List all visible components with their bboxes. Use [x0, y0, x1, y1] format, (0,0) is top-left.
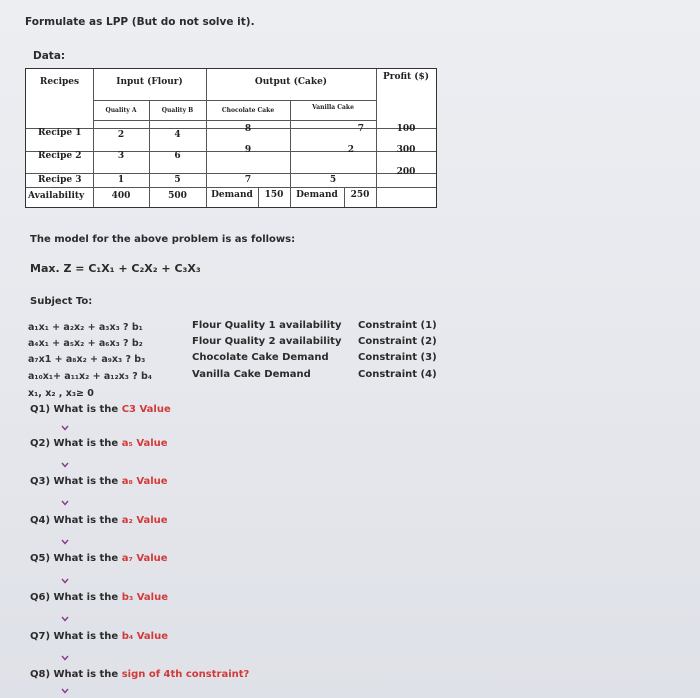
row-2-qa: 3: [117, 151, 125, 161]
question-3: [30, 476, 168, 487]
chevron-down-icon: [61, 688, 69, 694]
question-6-prefix: Q6) What is the: [30, 592, 122, 603]
chevron-down-icon: [61, 539, 69, 545]
subheader-vanilla: Vanilla Cake: [312, 104, 354, 111]
row-2-van: 2: [347, 145, 354, 155]
answer-7-dropdown[interactable]: [61, 655, 68, 662]
constraint-2-expression: a₄x₁ + a₅x₂ + a₆x₃ ? b₂: [28, 338, 143, 349]
availability-qb: 500: [168, 191, 187, 201]
row-3-name: Recipe 3: [38, 175, 82, 185]
row-2-choc: 9: [244, 145, 252, 155]
header-recipes: Recipes: [39, 77, 80, 87]
answer-5-dropdown[interactable]: [61, 578, 68, 585]
chocolate-demand-label: Demand: [211, 190, 253, 200]
chevron-down-icon: [61, 425, 69, 431]
availability-qa: 400: [111, 191, 131, 201]
constraint-3-description: Chocolate Cake Demand: [192, 352, 329, 363]
constraint-3-number: Constraint (3): [358, 352, 437, 363]
question-8-target: sign of 4th constraint?: [121, 669, 250, 680]
question-4-target: a₂ Value: [121, 515, 168, 526]
question-6-target: b₃ Value: [121, 592, 168, 603]
question-2: [30, 438, 168, 449]
question-1: [30, 404, 171, 415]
header-profit: Profit ($): [382, 72, 430, 82]
header-input: Input (Flour): [116, 77, 183, 87]
answer-1-dropdown[interactable]: [61, 425, 68, 432]
chevron-down-icon: [61, 462, 69, 468]
answer-3-dropdown[interactable]: [61, 500, 68, 507]
question-7-prefix: Q7) What is the: [30, 631, 122, 642]
answer-4-dropdown[interactable]: [61, 539, 68, 546]
question-7: [30, 631, 168, 642]
constraint-4-expression: a₁₀x₁+ a₁₁x₂ + a₁₂x₃ ? b₄: [28, 371, 152, 382]
row-1-qa: 2: [117, 130, 125, 140]
subheader-quality-b: Quality B: [161, 107, 194, 114]
row-3-qb: 5: [174, 175, 181, 185]
constraint-1-description: Flour Quality 1 availability: [192, 320, 342, 331]
question-1-target: C3 Value: [121, 404, 171, 415]
header-output: Output (Cake): [254, 77, 328, 87]
question-4: [30, 515, 168, 526]
question-1-prefix: Q1) What is the: [30, 404, 122, 415]
row-1-name: Recipe 1: [38, 128, 82, 138]
constraint-4-description: Vanilla Cake Demand: [192, 369, 311, 380]
data-table: [25, 68, 437, 208]
row-3-van: 5: [329, 175, 337, 185]
question-5-target: a₇ Value: [121, 553, 168, 564]
subheader-quality-a: Quality A: [105, 107, 137, 114]
row-2-qb: 6: [174, 151, 181, 161]
row-1-choc: 8: [244, 124, 252, 134]
question-2-target: a₅ Value: [121, 438, 168, 449]
vanilla-demand-value: 250: [350, 190, 370, 200]
constraint-2-number: Constraint (2): [358, 336, 437, 347]
chevron-down-icon: [61, 616, 69, 622]
row-1-qb: 4: [174, 130, 181, 140]
constraint-1-expression: a₁x₁ + a₂x₂ + a₃x₃ ? b₁: [28, 322, 143, 333]
constraint-4-number: Constraint (4): [358, 369, 437, 380]
data-label: Data:: [33, 50, 66, 62]
row-3-choc: 7: [244, 175, 252, 185]
subheader-chocolate: Chocolate Cake: [221, 107, 275, 114]
model-intro: The model for the above problem is as follows:: [30, 234, 296, 245]
row-2-profit: 300: [396, 145, 416, 155]
constraint-3-expression: a₇x1 + a₈x₂ + a₉x₃ ? b₃: [28, 354, 146, 365]
non-negativity-constraint: x₁, x₂ , x₃≥ 0: [28, 388, 94, 399]
question-8-prefix: Q8) What is the: [30, 669, 122, 680]
row-1-profit: 100: [396, 124, 416, 134]
chevron-down-icon: [61, 578, 69, 584]
answer-2-dropdown[interactable]: [61, 462, 68, 469]
question-4-prefix: Q4) What is the: [30, 515, 122, 526]
question-2-prefix: Q2) What is the: [30, 438, 122, 449]
question-5: [30, 553, 168, 564]
row-3-qa: 1: [117, 175, 125, 185]
chocolate-demand-value: 150: [264, 190, 284, 200]
row-1-van: 7: [357, 124, 364, 134]
objective-function: Max. Z = C₁X₁ + C₂X₂ + C₃X₃: [30, 262, 201, 275]
question-6: [30, 592, 168, 603]
vanilla-demand-label: Demand: [296, 190, 338, 200]
question-8: [30, 669, 249, 680]
question-7-target: b₄ Value: [121, 631, 168, 642]
chevron-down-icon: [61, 655, 69, 661]
answer-8-dropdown[interactable]: [61, 688, 68, 695]
subject-to-label: Subject To:: [30, 296, 93, 307]
chevron-down-icon: [61, 500, 69, 506]
question-3-target: a₈ Value: [121, 476, 168, 487]
row-2-name: Recipe 2: [38, 151, 82, 161]
availability-label: Availability: [28, 191, 85, 201]
question-5-prefix: Q5) What is the: [30, 553, 122, 564]
question-3-prefix: Q3) What is the: [30, 476, 122, 487]
constraint-2-description: Flour Quality 2 availability: [192, 336, 342, 347]
page-title: Formulate as LPP (But do not solve it).: [25, 16, 255, 28]
constraint-1-number: Constraint (1): [358, 320, 437, 331]
row-3-profit: 200: [396, 167, 416, 177]
answer-6-dropdown[interactable]: [61, 616, 68, 623]
